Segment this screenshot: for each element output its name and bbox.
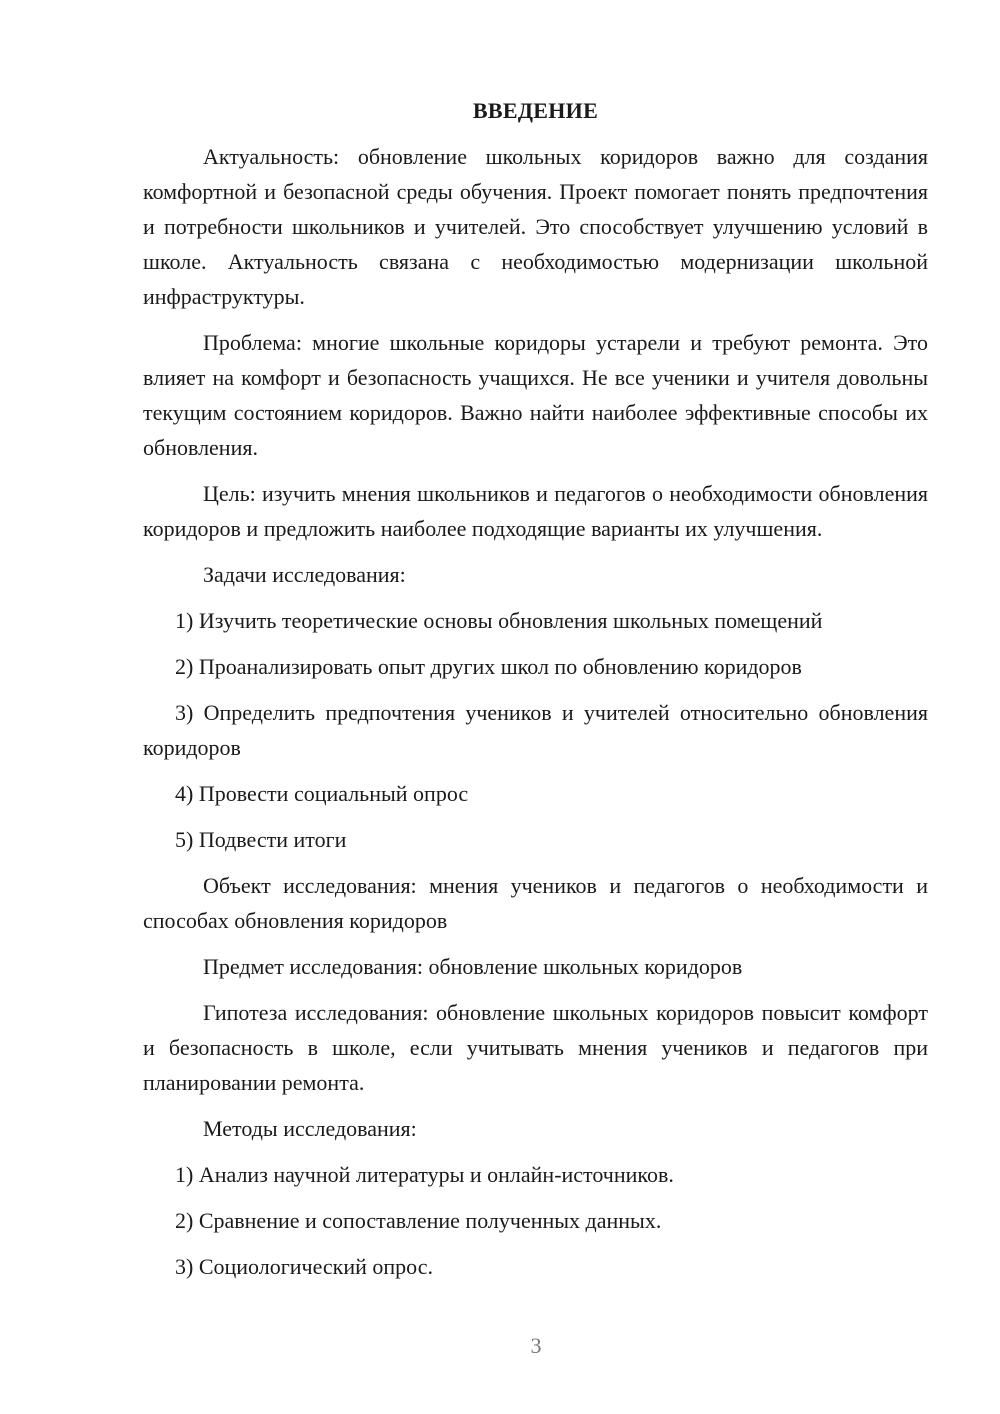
object-paragraph: Объект исследования: мнения учеников и педагогов о необходимости и способах обновления коридоров: [143, 873, 928, 933]
method-item: 2) Сравнение и сопоставление полученных данных.: [175, 1208, 662, 1233]
method-item: 3) Социологический опрос.: [175, 1254, 433, 1279]
task-item: 2) Проанализировать опыт других школ по обновлению коридоров: [175, 654, 802, 679]
task-item: 5) Подвести итоги: [175, 827, 347, 852]
task-item: 1) Изучить теоретические основы обновления школьных помещений: [175, 608, 823, 633]
method-item: 1) Анализ научной литературы и онлайн-источников.: [175, 1162, 674, 1187]
methods-heading: Методы исследования:: [203, 1116, 417, 1141]
problem-paragraph: Проблема: многие школьные коридоры устарели и требуют ремонта. Это влияет на комфорт и безопасность учащихся. Не все ученики и учителя довольны текущим состоянием коридоров. Важно найти наиболее эффективные способы их обновления.: [143, 330, 928, 460]
task-item: 4) Провести социальный опрос: [175, 781, 469, 806]
hypothesis-paragraph: Гипотеза исследования: обновление школьных коридоров повысит комфорт и безопасность в школе, если учитывать мнения учеников и педагогов при планировании ремонта.: [143, 1000, 928, 1095]
task-item: 3) Определить предпочтения учеников и учителей относительно обновления коридоров: [143, 700, 928, 760]
subject-paragraph: Предмет исследования: обновление школьных коридоров: [203, 954, 743, 979]
page-number: 3: [530, 1333, 542, 1358]
tasks-heading: Задачи исследования:: [203, 562, 406, 587]
relevance-paragraph: Актуальность: обновление школьных коридоров важно для создания комфортной и безопасной среды обучения. Проект помогает понять предпочтения и потребности школьников и учителей. Это способствует улучшению условий в школе. Актуальность связана с необходимостью модернизации школьной инфраструктуры.: [143, 144, 928, 309]
document-page: [143, 95, 928, 1295]
goal-paragraph: Цель: изучить мнения школьников и педагогов о необходимости обновления коридоров и предложить наиболее подходящие варианты их улучшения.: [143, 481, 928, 541]
page-title: ВВЕДЕНИЕ: [472, 98, 599, 123]
